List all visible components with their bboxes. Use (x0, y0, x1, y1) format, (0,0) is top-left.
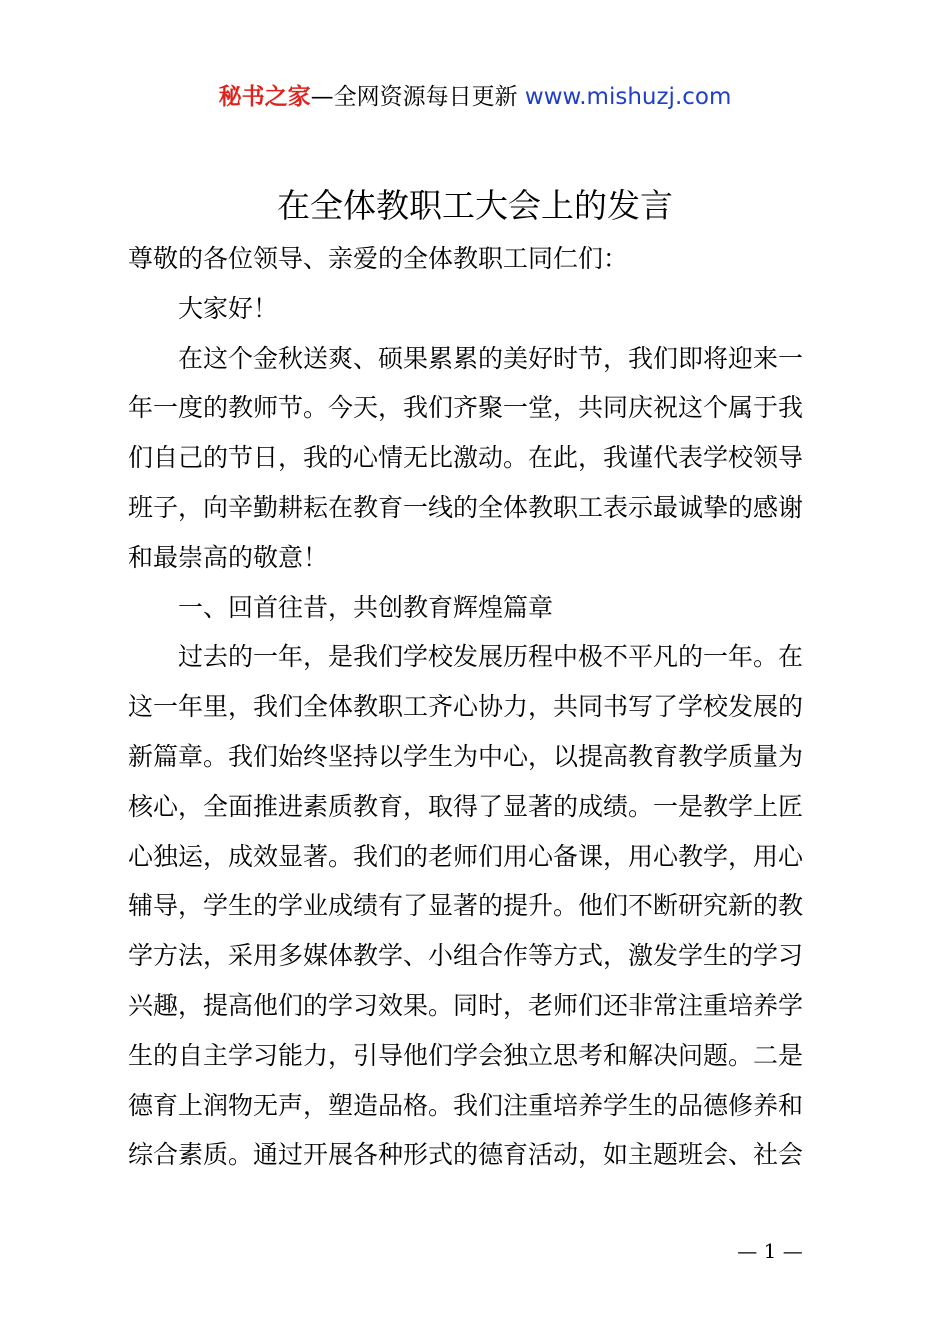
text-line: 一、回首往昔，共创教育辉煌篇章 (178, 592, 554, 622)
text-line: 兴趣，提高他们的学习效果。同时，老师们还非常注重培养学 (128, 990, 804, 1020)
site-header (0, 80, 950, 114)
text-line: 心独运，成效显著。我们的老师们用心备课，用心教学，用心 (128, 841, 804, 871)
site-url-link[interactable]: www.mishuzj.com (524, 84, 732, 110)
text-line: 辅导，学生的学业成绩有了显著的提升。他们不断研究新的教 (128, 891, 804, 921)
document-body (128, 234, 830, 1180)
text-line: 在这个金秋送爽、硕果累累的美好时节，我们即将迎来一 (178, 343, 804, 373)
text-line: 这一年里，我们全体教职工齐心协力，共同书写了学校发展的 (128, 692, 804, 722)
text-line: 和最崇高的敬意！ (128, 542, 329, 572)
header-tagline: —全网资源每日更新 (310, 84, 525, 110)
text-line: 大家好！ (178, 293, 279, 323)
document-title: 在全体教职工大会上的发言 (277, 186, 673, 225)
text-line: 尊敬的各位领导、亲爱的全体教职工同仁们： (128, 244, 629, 273)
text-line: 德育上润物无声，塑造品格。我们注重培养学生的品德修养和 (128, 1090, 804, 1120)
text-line: 生的自主学习能力，引导他们学会独立思考和解决问题。二是 (128, 1040, 804, 1070)
text-line: 综合素质。通过开展各种形式的德育活动，如主题班会、社会 (128, 1140, 804, 1170)
brand-name: 秘书之家 (218, 84, 311, 110)
text-line: 学方法，采用多媒体教学、小组合作等方式，激发学生的学习 (128, 941, 804, 971)
text-line: 新篇章。我们始终坚持以学生为中心，以提高教育教学质量为 (128, 741, 804, 771)
text-line: 核心，全面推进素质教育，取得了显著的成绩。一是教学上匠 (128, 791, 804, 821)
text-line: 们自己的节日，我的心情无比激动。在此，我谨代表学校领导 (128, 443, 804, 473)
text-line: 班子，向辛勤耕耘在教育一线的全体教职工表示最诚挚的感谢 (128, 492, 804, 522)
text-line: 年一度的教师节。今天，我们齐聚一堂，共同庆祝这个属于我 (128, 393, 804, 423)
page-number: — 1 — (737, 1239, 803, 1263)
text-line: 过去的一年，是我们学校发展历程中极不平凡的一年。在 (178, 642, 804, 672)
